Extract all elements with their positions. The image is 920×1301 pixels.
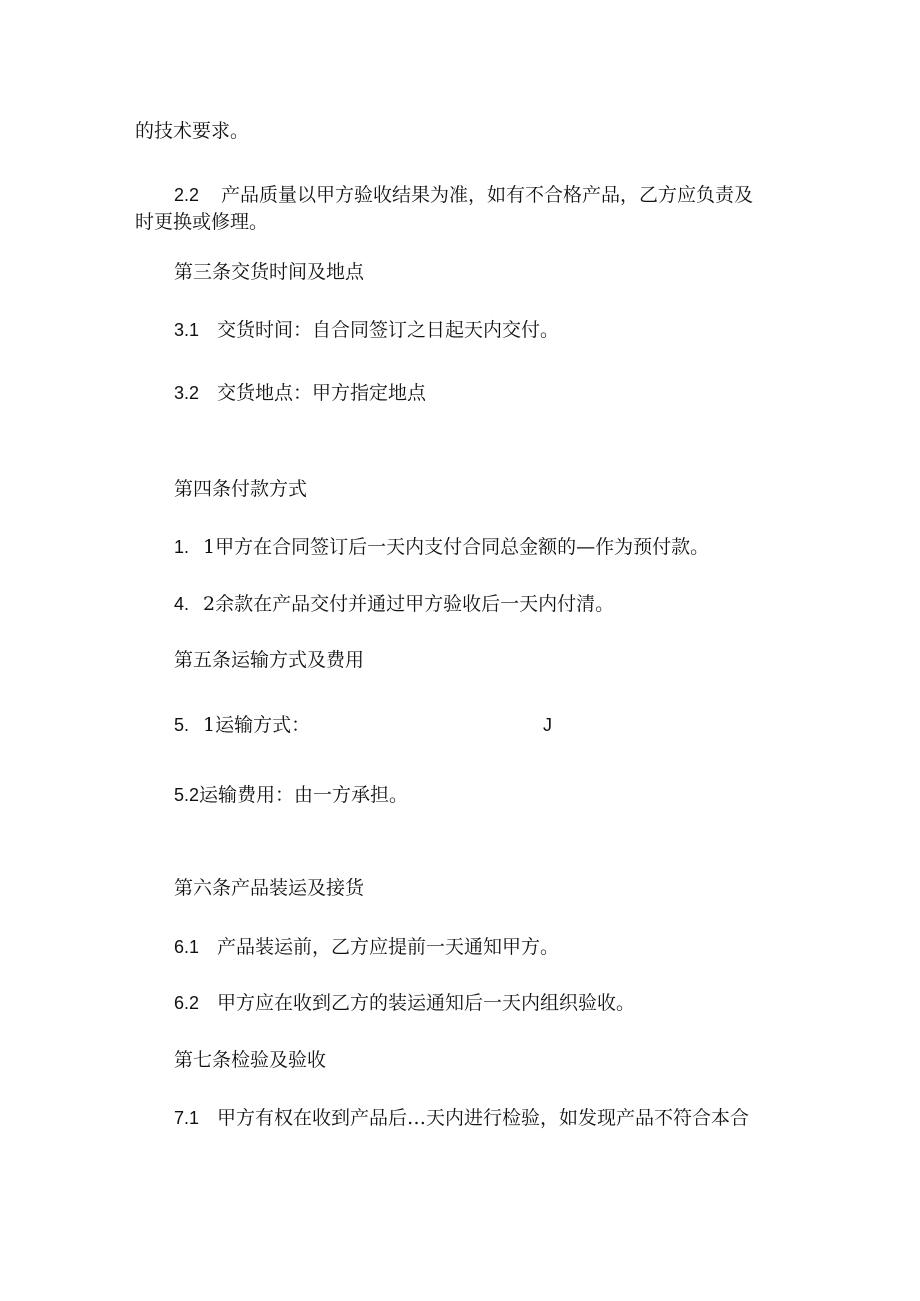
article-heading: 第七条检验及验收 xyxy=(174,1049,327,1071)
clause-number: 3.1 xyxy=(174,320,200,340)
clause-7-1 xyxy=(174,1106,749,1130)
clause-5-2 xyxy=(174,783,408,807)
clause-text: 运输费用：由一方承担。 xyxy=(199,784,409,806)
article-6-heading xyxy=(174,876,364,900)
clause-3-2 xyxy=(174,381,426,405)
clause-4-1 xyxy=(174,535,709,559)
clause-text: 时更换或修理。 xyxy=(135,211,269,233)
article-5-heading xyxy=(174,648,364,672)
clause-2-2 xyxy=(174,183,753,207)
clause-text: 交货地点：甲方指定地点 xyxy=(217,382,427,404)
clause-number: 6.2 xyxy=(174,993,200,1013)
clause-number: 7.1 xyxy=(174,1108,200,1128)
article-4-heading xyxy=(174,477,307,501)
article-3-heading xyxy=(174,260,364,284)
clause-6-1 xyxy=(174,935,559,959)
clause-4-2 xyxy=(174,592,614,616)
clause-3-1 xyxy=(174,318,559,342)
clause-number: 2.2 xyxy=(174,185,200,205)
text: 的技术要求。 xyxy=(135,120,250,142)
clause-2-2-continued xyxy=(135,210,268,234)
clause-text: 1运输方式： xyxy=(203,714,311,736)
clause-text: 2余款在产品交付并通过甲方验收后一天内付清。 xyxy=(203,593,615,615)
clause-number: 5. xyxy=(174,715,190,735)
clause-text: 产品装运前，乙方应提前一天通知甲方。 xyxy=(217,936,560,958)
article-7-heading xyxy=(174,1048,326,1072)
article-heading: 第六条产品装运及接货 xyxy=(174,877,365,899)
stray-mark xyxy=(543,713,552,737)
clause-5-1 xyxy=(174,713,310,737)
clause-number: 5.2 xyxy=(174,785,200,805)
clause-number: 4. xyxy=(174,594,190,614)
clause-number: 3.2 xyxy=(174,383,200,403)
paragraph-continuation xyxy=(135,119,249,143)
article-heading: 第三条交货时间及地点 xyxy=(174,261,365,283)
article-heading: 第四条付款方式 xyxy=(174,478,308,500)
article-heading: 第五条运输方式及费用 xyxy=(174,649,365,671)
mark-text: J xyxy=(543,715,552,735)
clause-number: 1. xyxy=(174,537,190,557)
clause-text: 1甲方在合同签订后一天内支付合同总金额的—作为预付款。 xyxy=(203,536,710,558)
clause-number: 6.1 xyxy=(174,937,200,957)
clause-text: 产品质量以甲方验收结果为准，如有不合格产品，乙方应负责及 xyxy=(221,184,754,206)
clause-text: 甲方有权在收到产品后…天内进行检验，如发现产品不符合本合 xyxy=(217,1107,750,1129)
clause-text: 交货时间：自合同签订之日起天内交付。 xyxy=(217,319,560,341)
clause-text: 甲方应在收到乙方的装运通知后一天内组织验收。 xyxy=(217,992,636,1014)
clause-6-2 xyxy=(174,991,635,1015)
